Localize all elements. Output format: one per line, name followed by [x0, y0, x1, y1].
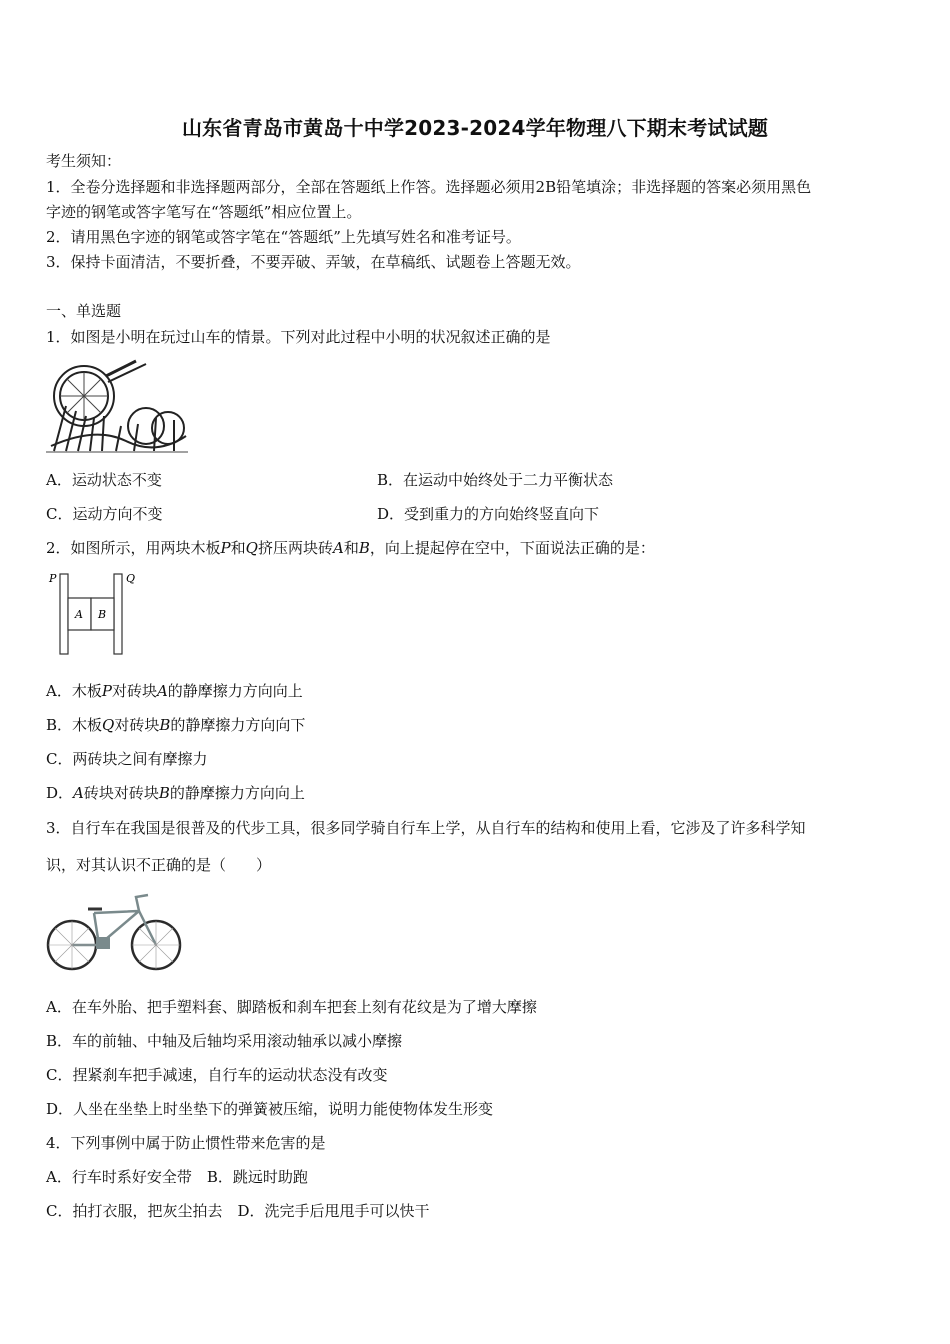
notice-item-1: 1．全卷分选择题和非选择题两部分，全部在答题纸上作答。选择题必须用2B铅笔填涂；非选择题的答案必须用黑色: [46, 178, 812, 196]
bicycle-image: [44, 885, 184, 975]
q1-option-b: B．在运动中始终处于二力平衡状态: [377, 471, 614, 489]
exam-title: 山东省青岛市黄岛十中学2023-2024学年物理八下期末考试试题: [181, 116, 769, 140]
q1-stem: 1．如图是小明在玩过山车的情景。下列对此过程中小明的状况叙述正确的是: [46, 328, 551, 346]
q2-option-a: A．木板P对砖块A的静摩擦力方向向上: [46, 682, 303, 700]
board-brick-diagram: [46, 568, 142, 658]
q4-options-ab: A．行车时系好安全带 B．跳远时助跑: [46, 1168, 308, 1186]
q1-option-d: D．受到重力的方向始终竖直向下: [377, 505, 600, 523]
q3-option-c: C．捏紧刹车把手减速，自行车的运动状态没有改变: [46, 1066, 388, 1084]
notice-item-2: 2．请用黑色字迹的钢笔或答字笔在“答题纸”上先填写姓名和准考证号。: [46, 228, 521, 246]
q3-option-d: D．人坐在坐垫上时坐垫下的弹簧被压缩，说明力能使物体发生形变: [46, 1100, 494, 1118]
q2-option-c: C．两砖块之间有摩擦力: [46, 750, 208, 768]
section-heading: 一、单选题: [46, 302, 122, 320]
notice-heading: 考生须知：: [46, 152, 122, 170]
q1-option-a: A．运动状态不变: [46, 471, 162, 489]
q2-option-d: D．A砖块对砖块B的静摩擦力方向向上: [46, 784, 305, 802]
q4-stem: 4．下列事例中属于防止惯性带来危害的是: [46, 1134, 326, 1152]
roller-coaster-image: [46, 356, 188, 454]
notice-item-3: 3．保持卡面清洁，不要折叠，不要弄破、弄皱，在草稿纸、试题卷上答题无效。: [46, 253, 581, 271]
label-Q: Q: [126, 572, 136, 585]
label-P: P: [49, 572, 57, 585]
q3-option-b: B．车的前轴、中轴及后轴均采用滚动轴承以减小摩擦: [46, 1032, 403, 1050]
q1-option-c: C．运动方向不变: [46, 505, 163, 523]
q2-stem: 2．如图所示，用两块木板P和Q挤压两块砖A和B，向上提起停在空中，下面说法正确的是：: [46, 539, 655, 557]
q3-stem-line1: 3．自行车在我国是很普及的代步工具，很多同学骑自行车上学，从自行车的结构和使用上看，它涉及了许多科学知: [46, 819, 806, 837]
q3-option-a: A．在车外胎、把手塑料套、脚踏板和刹车把套上刻有花纹是为了增大摩擦: [46, 998, 537, 1016]
label-A: A: [75, 608, 83, 621]
q2-option-b: B．木板Q对砖块B的静摩擦力方向向下: [46, 716, 306, 734]
q3-stem-line2: 识，对其认识不正确的是（ ）: [46, 856, 272, 874]
q4-options-cd: C．拍打衣服，把灰尘拍去 D．洗完手后甩甩手可以快干: [46, 1202, 430, 1220]
label-B: B: [98, 608, 107, 621]
notice-item-1-cont: 字迹的钢笔或答字笔写在“答题纸”相应位置上。: [46, 203, 362, 221]
